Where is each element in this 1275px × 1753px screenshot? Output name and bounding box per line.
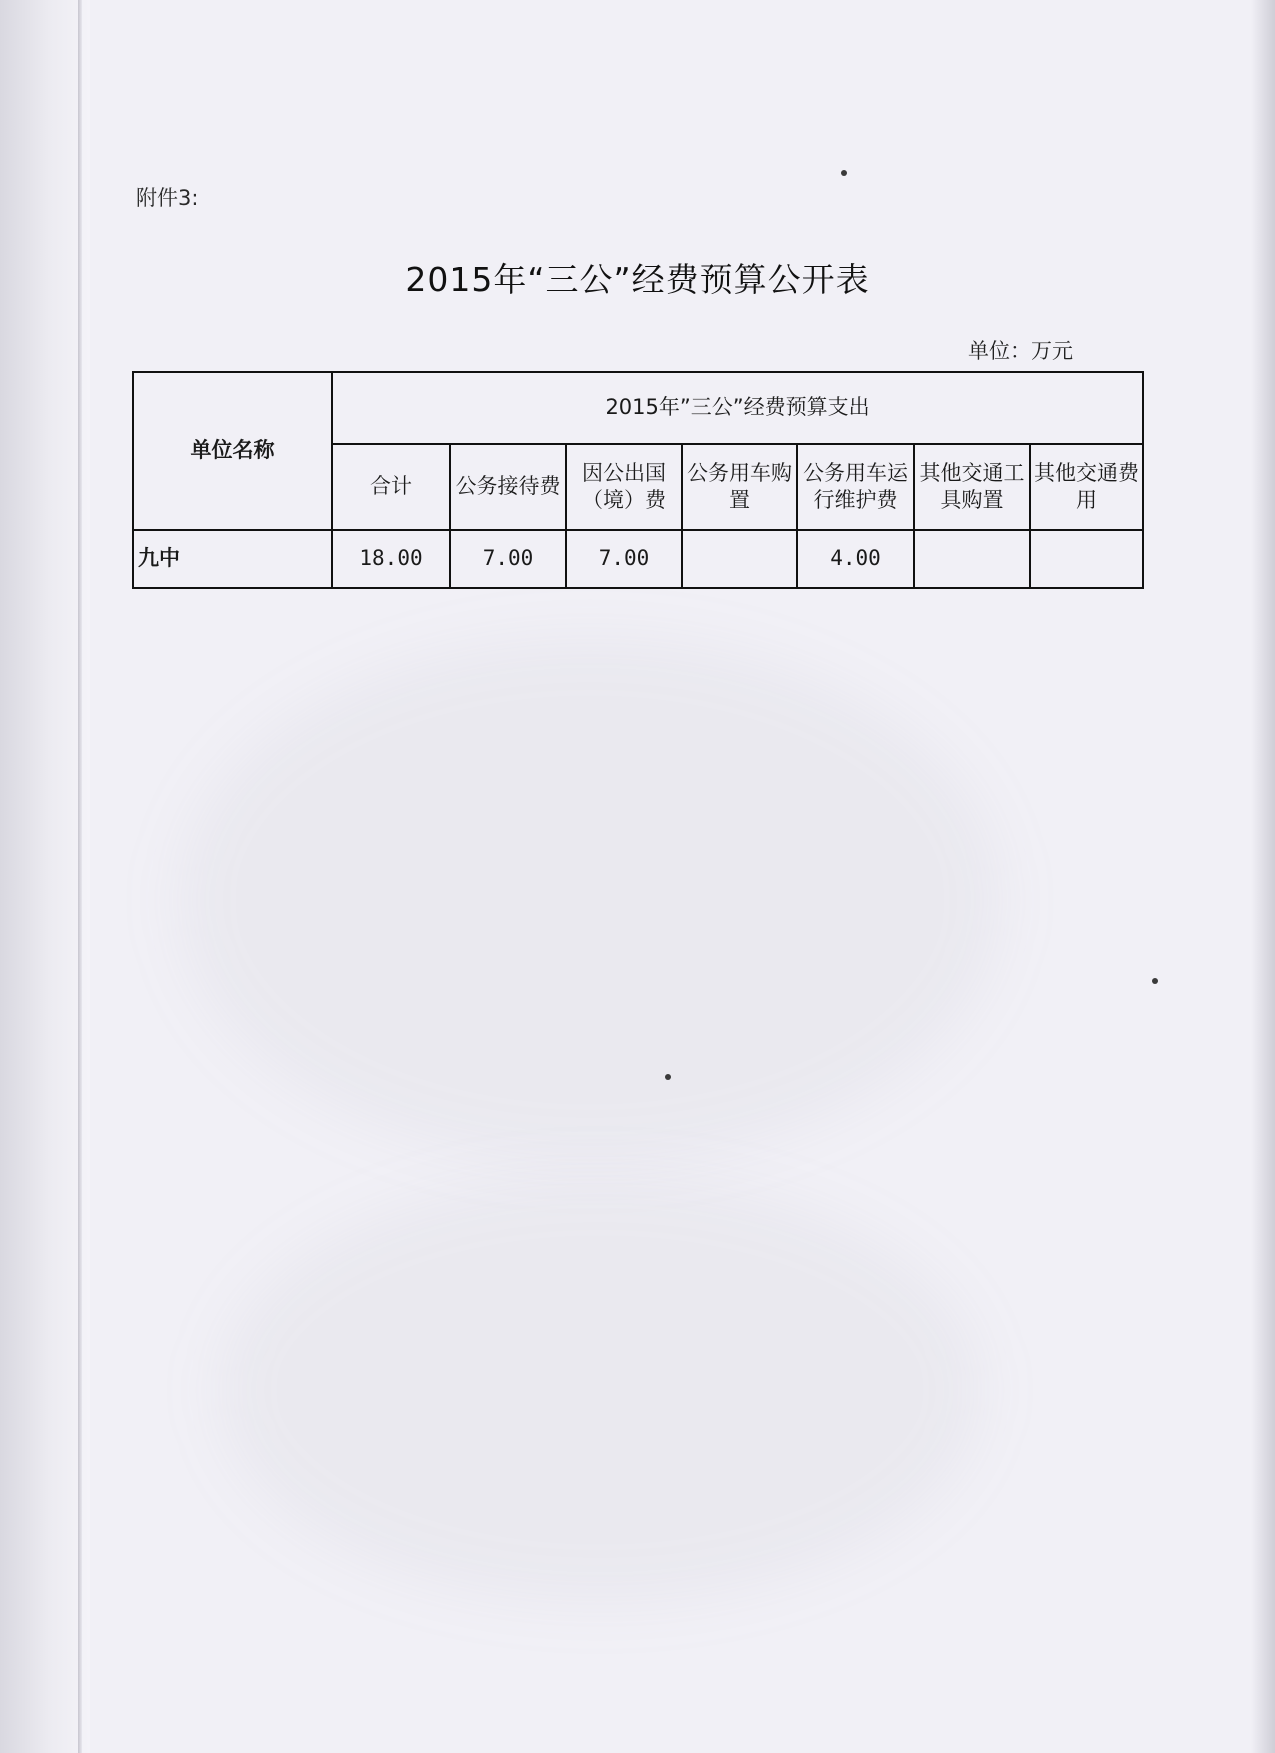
column-header: 其他交通费用 <box>1030 444 1143 530</box>
bleed-through-shadow <box>220 1180 980 1600</box>
group-header: 2015年”三公”经费预算支出 <box>332 372 1143 444</box>
column-header: 其他交通工具购置 <box>914 444 1030 530</box>
unit-name-header: 单位名称 <box>133 372 332 530</box>
column-header: 公务用车购置 <box>682 444 797 530</box>
table-cell <box>682 530 797 588</box>
table-cell <box>914 530 1030 588</box>
table-cell: 7.00 <box>566 530 682 588</box>
budget-table <box>132 371 1144 589</box>
bleed-through-shadow <box>180 640 1000 1160</box>
table-cell-unit: 九中 <box>133 530 332 588</box>
table-row <box>133 530 1143 588</box>
page-title: 2015年“三公”经费预算公开表 <box>405 260 870 299</box>
attachment-label: 附件3: <box>136 186 199 210</box>
table-cell: 7.00 <box>450 530 566 588</box>
table-cell <box>1030 530 1143 588</box>
column-header: 合计 <box>332 444 450 530</box>
table-cell: 4.00 <box>797 530 914 588</box>
column-header: 因公出国（境）费 <box>566 444 682 530</box>
column-header: 公务接待费 <box>450 444 566 530</box>
table-cell: 18.00 <box>332 530 450 588</box>
column-header: 公务用车运行维护费 <box>797 444 914 530</box>
unit-label: 单位：万元 <box>968 339 1073 363</box>
speck <box>665 1074 671 1080</box>
speck <box>841 170 847 176</box>
speck <box>1152 978 1158 984</box>
table-header-row <box>133 372 1143 444</box>
